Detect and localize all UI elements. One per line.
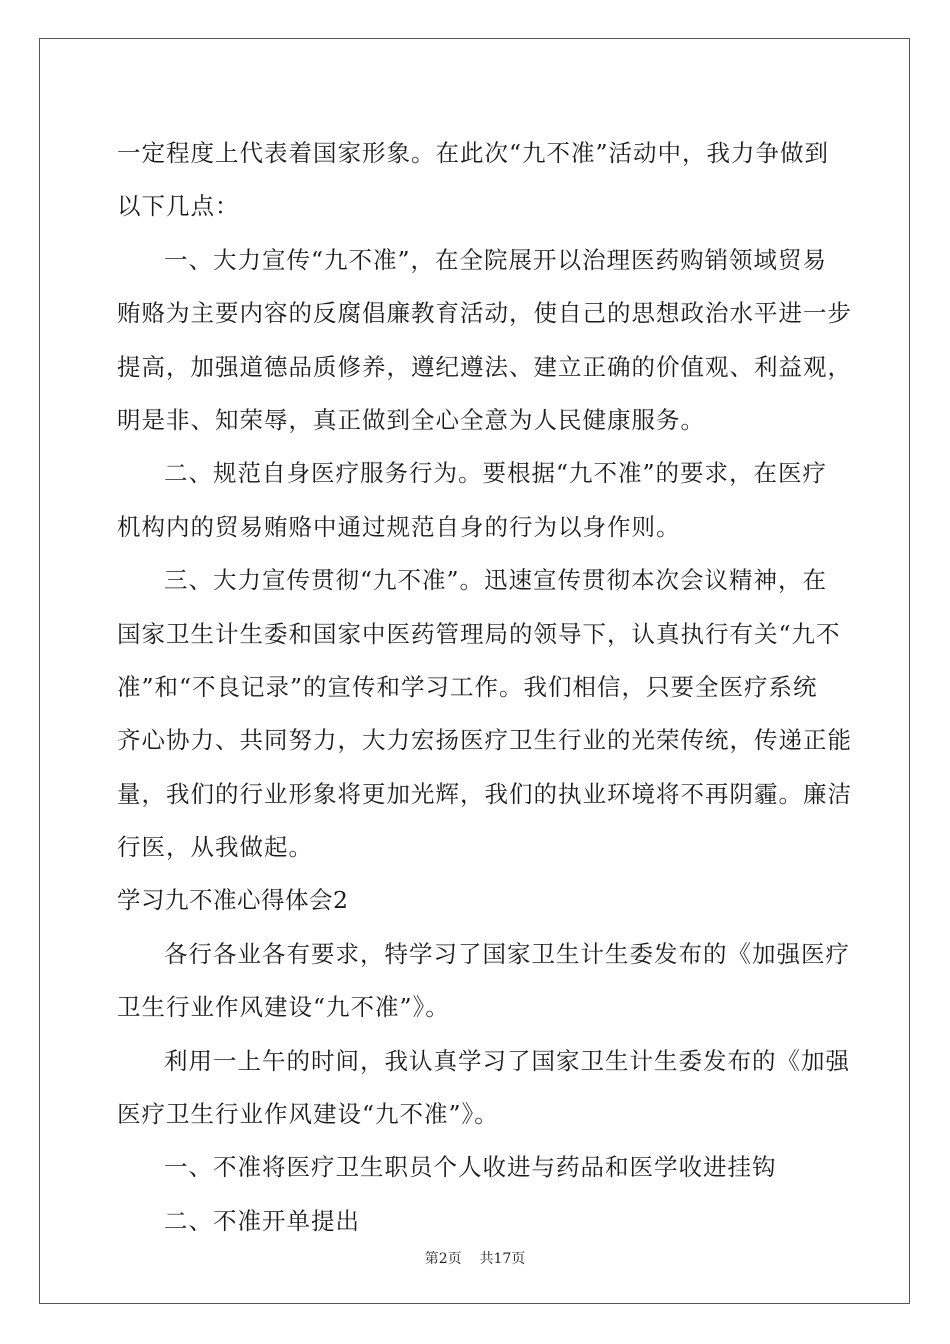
body-line-5: 提高，加强道德品质修养，遵纪遵法、建立正确的价值观、利益观， <box>117 352 852 381</box>
body-line-1: 一定程度上代表着国家形象。在此次“九不准”活动中，我力争做到 <box>117 139 830 167</box>
body-line-7: 二、规范自身医疗服务行为。要根据“九不准”的要求，在医疗 <box>164 459 828 488</box>
page-footer <box>0 1248 950 1268</box>
section-line-6: 二、不准开单提出 <box>164 1206 360 1235</box>
section-heading: 学习九不准心得体会2 <box>117 886 349 915</box>
section-line-5: 一、不准将医疗卫生职员个人收进与药品和医学收进挂钩 <box>164 1153 777 1182</box>
section-line-3: 利用一上午的时间，我认真学习了国家卫生计生委发布的《加强 <box>164 1046 850 1075</box>
section-line-4: 医疗卫生行业作风建设“九不准”》。 <box>117 1100 499 1129</box>
page-number: 第2页 <box>424 1251 462 1267</box>
body-line-6: 明是非、知荣辱，真正做到全心全意为人民健康服务。 <box>117 405 705 434</box>
section-line-2: 卫生行业作风建设“九不准”》。 <box>117 993 450 1022</box>
document-body <box>117 127 852 1248</box>
body-line-8: 机构内的贸易贿赂中通过规范自身的行为以身作则。 <box>117 512 681 541</box>
page-total: 共17页 <box>479 1251 526 1267</box>
body-line-2: 以下几点： <box>117 192 240 221</box>
body-line-13: 量，我们的行业形象将更加光辉，我们的执业环境将不再阴霾。廉洁 <box>117 779 852 808</box>
body-line-3: 一、大力宣传“九不准”，在全院展开以治理医药购销领域贸易 <box>164 245 828 274</box>
section-line-1: 各行各业各有要求，特学习了国家卫生计生委发布的《加强医疗 <box>164 939 850 968</box>
body-line-10: 国家卫生计生委和国家中医药管理局的领导下，认真执行有关“九不 <box>117 619 841 648</box>
body-line-14: 行医，从我做起。 <box>117 833 313 862</box>
body-line-11: 准”和“不良记录”的宣传和学习工作。我们相信，只要全医疗系统 <box>117 672 818 701</box>
body-line-12: 齐心协力、共同努力，大力宏扬医疗卫生行业的光荣传统，传递正能 <box>117 726 852 755</box>
body-line-4: 贿赂为主要内容的反腐倡廉教育活动，使自己的思想政治水平进一步 <box>117 299 852 328</box>
body-line-9: 三、大力宣传贯彻“九不准”。迅速宣传贯彻本次会议精神，在 <box>164 566 828 595</box>
